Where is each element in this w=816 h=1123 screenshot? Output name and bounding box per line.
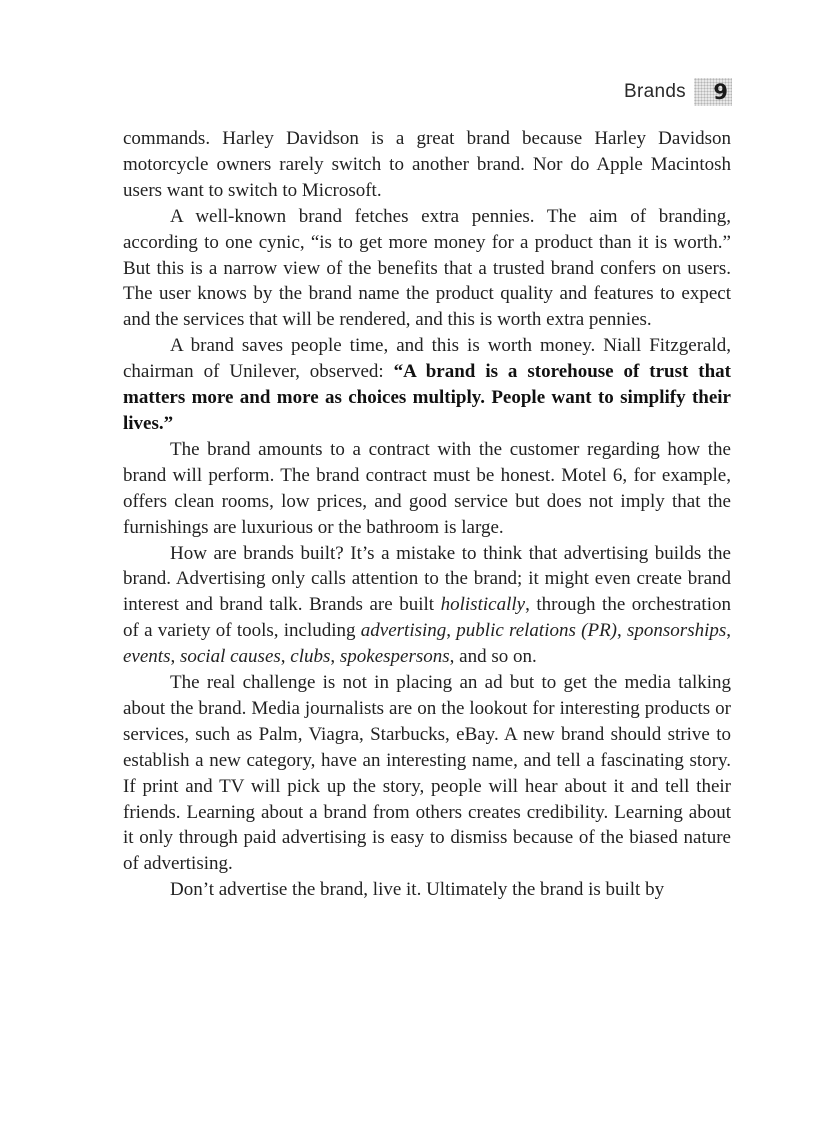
tool-separator: , (330, 646, 340, 668)
paragraph-3-text: A brand saves people time, and this is worth money. Niall Fitzgerald, chairman of Unilever, observed: (123, 335, 731, 383)
tool-separator: , (726, 620, 732, 642)
paragraph-5-end: , and so on. (449, 646, 537, 668)
body-text (123, 126, 731, 903)
tool-separator: , (170, 646, 180, 668)
tool-spokespersons: spokespersons (339, 646, 450, 668)
tool-clubs: clubs (290, 646, 331, 668)
paragraph-3 (123, 333, 731, 437)
paragraph-5-text: How are brands built? It’s a mistake to think that advertising builds the brand. Advertising only calls attention to the brand; it might even create brand interest and brand talk. Brands are built (123, 542, 731, 616)
unilever-quote: “A brand is a storehouse of trust that matters more and more as choices multiply. People want to simplify their lives.” (123, 361, 732, 434)
holistically-term: holistically (440, 594, 526, 616)
tool-social-causes: social causes (179, 646, 281, 668)
tool-separator: , (446, 620, 457, 642)
paragraph-5-mid: , through the orchestration of a variety of tools, including (123, 594, 731, 642)
paragraph-7: Don’t advertise the brand, live it. Ultimately the brand is built by (170, 879, 665, 901)
tool-separator: , (280, 646, 291, 668)
paragraph-2: A well-known brand fetches extra pennies. The aim of branding, according to one cynic, “is to get more money for a product than it is worth.” But this is a narrow view of the benefits that a trusted brand confers on users. The user knows by the brand name the product quality and features to expect and the services that will be rendered, and this is worth extra pennies. (123, 205, 731, 331)
tool-sponsorships: sponsorships (627, 620, 727, 642)
tool-separator: , (617, 620, 628, 642)
running-head (624, 76, 732, 108)
page-number: 9 (694, 78, 732, 106)
tool-advertising: advertising (360, 620, 447, 642)
running-head-title: Brands (623, 81, 686, 102)
tool-events: events (123, 646, 171, 668)
tool-public-relations: public relations (PR) (456, 620, 618, 642)
paragraph-1: commands. Harley Davidson is a great brand because Harley Davidson motorcycle owners rarely switch to another brand. Nor do Apple Macintosh users want to switch to Microsoft. (123, 128, 731, 201)
paragraph-5 (123, 541, 731, 671)
paragraph-6: The real challenge is not in placing an ad but to get the media talking about the brand. Media journalists are on the lookout for interesting products or services, such as Palm, Viagra, Starbucks, eBay. A new brand should strive to establish a new category, have an interesting name, and tell a fascinating story. If print and TV will pick up the story, people will hear about it and tell their friends. Learning about a brand from others creates credibility. Learning about it only through paid advertising is easy to dismiss because of the biased nature of advertising. (123, 672, 731, 875)
paragraph-4: The brand amounts to a contract with the customer regarding how the brand will perform. The brand contract must be honest. Motel 6, for example, offers clean rooms, low prices, and good service but does not imply that the furnishings are luxurious or the bathroom is large. (123, 438, 731, 538)
